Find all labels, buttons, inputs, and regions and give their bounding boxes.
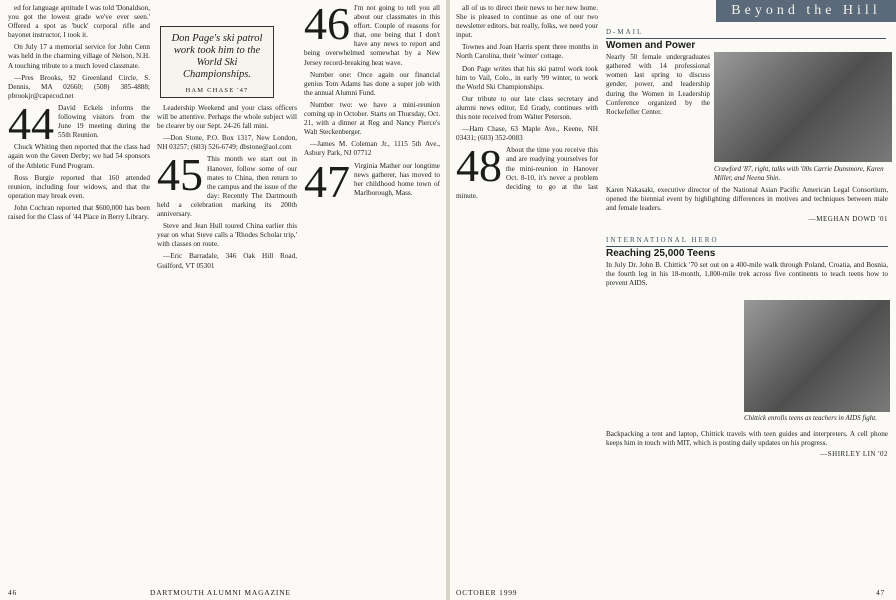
- column-paragraph: Number two: we have a mini-reunion coming up in October. Starts on Thursday, Oct. 21, with a dinner at Reg and Nancy Pierce's Walt Steckenberger.: [304, 100, 440, 137]
- column-paragraph: On July 17 a memorial service for John Cenn was held in the charming village of Nelson, N.H. A touching tribute to a much loved classmate.: [8, 43, 150, 70]
- magazine-title: DARTMOUTH ALUMNI MAGAZINE: [150, 588, 291, 597]
- column-paragraph: —Pres Brooks, 92 Greenland Circle, S. Dennis, MA 02660; (508) 385-4888; pbrookjr@capecod.net: [8, 73, 150, 100]
- left-column-2: [157, 104, 297, 574]
- column-paragraph: —Ham Chase, 63 Maple Ave., Keene, NH 03431; (603) 352-0083: [456, 125, 598, 143]
- left-column-3: [304, 4, 440, 574]
- pull-quote-box: [160, 26, 274, 98]
- left-page: [0, 0, 446, 600]
- page-number: 47: [876, 588, 886, 597]
- column-paragraph: Chuck Whiting then reported that the class had again won the Green Derby; we had 54 sponsors of the Athletic Fund Program.: [8, 143, 150, 170]
- photo-caption: Chittick enrolls teens as teachers in AIDS fight.: [744, 414, 877, 422]
- column-paragraph: Townes and Joan Harris spent three months in North Carolina, their 'winter' cottage.: [456, 43, 598, 61]
- column-paragraph: Virginia Mather our longtime news gatherer, has moved to her childhood home town of Marlborough, Mass.: [354, 161, 440, 197]
- class-year-number: 45: [157, 149, 203, 201]
- column-paragraph: About the time you receive this and are readying yourselves for the mini-reunion in Hanover Oct. 8-10, it's never a problem deciding to go at the last minute.: [456, 146, 598, 200]
- section-label: D-MAIL: [606, 28, 886, 39]
- right-column-1: all of us to direct their news to her new home. She is pleased to continue as one of our two newsletter editors, but really, folks, we need your input. Townes and Joan Harris spent three months in North Carolina, their 'winter' cottage. Don Page writes that his ski patrol work took him to Vail, Colo., in early '99 winter, to work the World Ski Championships. Our tribute to our late class secretary and alumni news editor, Ed Grady, continues with this note received from Walter Peterson. —Ham Chase, 63 Maple Ave., Keene, NH 03431; (603) 352-0083 48 About the time you receive this and are readying yourselves for the mini-reunion in Hanover Oct. 8-10, it's never a problem deciding to go at the last minute.: [456, 4, 598, 200]
- section-text: Karen Nakasaki, executive director of the National Asian Pacific American Legal Consortium, opened the biennial event by highlighting differences in motives and techniques between male and female leaders.: [606, 186, 888, 213]
- column-paragraph: Our tribute to our late class secretary and alumni news editor, Ed Grady, continues with this note received from Walter Peterson.: [456, 94, 598, 122]
- pull-quote: Don Page's ski patrol work took him to the World Ski Championships.: [171, 33, 263, 80]
- page-number: 46: [8, 588, 18, 597]
- column-paragraph: I'm not going to tell you all about our classmates in this effort. Couple of reasons for that, one being that I don't have any news to report and being overwhelmed somewhat by a New Jersey record-breaking heat wave.: [304, 4, 440, 67]
- section-label: INTERNATIONAL HERO: [606, 236, 888, 247]
- issue-date: OCTOBER 1999: [456, 588, 518, 597]
- chittick-photo: [744, 300, 890, 412]
- class-year-number: 47: [304, 155, 350, 207]
- section-banner: Beyond the Hill: [716, 0, 896, 22]
- column-paragraph: —James M. Coleman Jr., 1115 5th Ave., Asbury Park, NJ 07712: [304, 140, 440, 158]
- international-hero-continued: [606, 430, 888, 459]
- section-text: Backpacking a tent and laptop, Chittick travels with teen guides and interpreters. A cell phone keeps him in touch with MIT, which is posting daily updates on his progress.: [606, 430, 888, 448]
- column-paragraph: ed for language aptitude I was told 'Donaldson, you got the lowest grade we've ever seen.' Offered a spot as 'buck' corporal rifle and bayonet instructor, I took it.: [8, 4, 150, 40]
- column-paragraph: Number one: Once again our financial genius Tom Adams has done a super job with the annual Alumni Fund.: [304, 70, 440, 97]
- column-paragraph: Don Page writes that his ski patrol work took him to Vail, Colo., in early '99 winter, to work the World Ski Championships.: [456, 64, 598, 91]
- left-column-1: [8, 4, 150, 574]
- international-hero-section: [606, 236, 888, 288]
- class-year-number: 44: [8, 97, 54, 149]
- photo-caption: Crawford '87, right, talks with '00s Carrie Dunsmore, Karen Miller, and Neena Shin.: [714, 165, 884, 182]
- section-text: Nearly 50 female undergraduates gathered with 14 professional women last spring to discuss gender, power, and leadership during the Women in Leadership Conference organized by the Rockefeller Center.: [606, 53, 710, 116]
- section-headline: Women and Power: [606, 40, 696, 52]
- column-paragraph: all of us to direct their news to her new home. She is pleased to continue as one of our two newsletter editors, but really, folks, we need your input.: [456, 4, 598, 40]
- column-paragraph: John Cochran reported that $600,000 has been raised for the Class of '44 Place in Berry Library.: [8, 203, 150, 221]
- column-paragraph: Steve and Jean Hull toured China earlier this year on what Steve calls a 'Rhodes Scholar trip,' with classes on route.: [157, 222, 297, 249]
- column-paragraph: This month we start out in Hanover, follow some of our mates to China, then return to the campus and the issue of the day: Recently The Dartmouth held a celebration marking its 200th anniversary.: [157, 155, 297, 219]
- column-paragraph: David Eckels informs the following visitors from the June 19 meeting during the 55th Reunion.: [58, 103, 150, 140]
- column-paragraph: Ross Burgie reported that 160 attended reunion, including four widows, and that the operation may break even.: [8, 173, 150, 200]
- byline: —MEGHAN DOWD '01: [808, 215, 888, 224]
- section-headline: Reaching 25,000 Teens: [606, 248, 716, 260]
- pull-quote-attribution: HAM CHASE '47: [185, 87, 249, 94]
- byline: —SHIRLEY LIN '02: [820, 450, 888, 459]
- women-conference-photo: [714, 52, 892, 162]
- dmail-continued: [606, 186, 888, 224]
- column-paragraph: Leadership Weekend and your class officers will be attentive. Perhaps the whole subject will be clearer by our Sept. 24-26 fall mini.: [157, 104, 297, 131]
- class-year-number: 46: [304, 4, 350, 49]
- section-text: In July Dr. John B. Chittick '70 set out on a 400-mile walk through Poland, Croatia, and Bosnia, the fourth leg in his 18-month, 1,800-mile trek across five continents to teach teens how to prevent AIDS.: [606, 261, 888, 288]
- column-paragraph: —Don Stone, P.O. Box 1317, New London, NH 03257; (603) 526-6749; dbstone@aol.com: [157, 134, 297, 152]
- column-paragraph: —Eric Barradale, 346 Oak Hill Road, Guilford, VT 05301: [157, 252, 297, 270]
